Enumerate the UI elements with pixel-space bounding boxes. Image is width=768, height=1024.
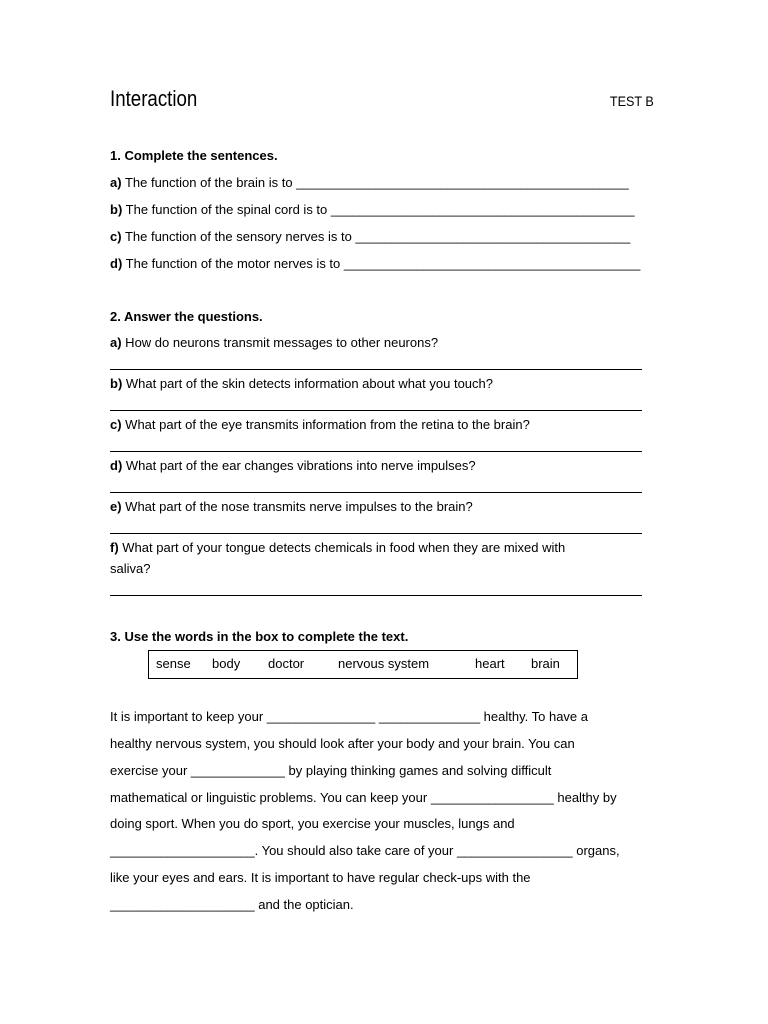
section2-item-b — [110, 376, 493, 391]
section2-item-d — [110, 458, 476, 473]
paragraph-line: It is important to keep your _______________ ______________ healthy. To have a — [110, 709, 589, 724]
test-label: TEST B — [610, 93, 654, 109]
section1-heading: 1. Complete the sentences. — [110, 148, 278, 163]
section1-item-b — [110, 202, 635, 217]
section3-heading: 3. Use the words in the box to complete the text. — [110, 629, 409, 644]
item-text: The function of the motor nerves is to _________________________________________ — [122, 256, 641, 271]
item-text: The function of the brain is to ______________________________________________ — [121, 175, 629, 190]
section1-item-c — [110, 229, 630, 244]
word-box-item: brain — [531, 656, 560, 671]
worksheet-title: Interaction — [110, 86, 198, 111]
paragraph-line: doing sport. When you do sport, you exercise your muscles, lungs and — [110, 816, 515, 831]
paragraph-line: ____________________. You should also take care of your ________________ organs, — [110, 843, 620, 858]
item-letter: f) — [110, 540, 119, 555]
item-text: What part of the eye transmits information from the retina to the brain? — [121, 417, 530, 432]
paragraph-line: exercise your _____________ by playing thinking games and solving difficult — [110, 763, 552, 778]
paragraph-line: mathematical or linguistic problems. You can keep your _________________ healthy by — [110, 790, 617, 805]
item-letter: d) — [110, 256, 123, 271]
section2-item-a — [110, 335, 438, 350]
word-box-item: heart — [475, 656, 505, 671]
word-box-item: body — [212, 656, 241, 671]
item-letter: e) — [110, 499, 122, 514]
item-text: What part of your tongue detects chemicals in food when they are mixed with — [118, 540, 566, 555]
paragraph-line: like your eyes and ears. It is important to have regular check-ups with the — [110, 870, 531, 885]
item-text: How do neurons transmit messages to other neurons? — [121, 335, 439, 350]
section1-item-d — [110, 256, 640, 271]
answer-line — [110, 595, 642, 596]
item-text: What part of the nose transmits nerve impulses to the brain? — [121, 499, 473, 514]
answer-line — [110, 451, 642, 452]
section2-item-e — [110, 499, 473, 514]
item-letter: b) — [110, 202, 123, 217]
section2-item-c — [110, 417, 530, 432]
answer-line — [110, 369, 642, 370]
answer-line — [110, 533, 642, 534]
word-box-item: nervous system — [338, 656, 430, 671]
section2-heading: 2. Answer the questions. — [110, 309, 263, 324]
word-box — [148, 650, 578, 679]
item-letter: b) — [110, 376, 123, 391]
section1-item-a — [110, 175, 629, 190]
item-letter: c) — [110, 229, 122, 244]
item-letter: a) — [110, 335, 122, 350]
item-text: What part of the ear changes vibrations into nerve impulses? — [122, 458, 476, 473]
answer-line — [110, 492, 642, 493]
paragraph-line: ____________________ and the optician. — [110, 897, 354, 912]
item-text: The function of the sensory nerves is to ______________________________________ — [121, 229, 631, 244]
paragraph-line: healthy nervous system, you should look after your body and your brain. You can — [110, 736, 575, 751]
item-text: What part of the skin detects information about what you touch? — [122, 376, 493, 391]
item-letter: a) — [110, 175, 122, 190]
section2-item-f-continuation: saliva? — [110, 561, 151, 576]
answer-line — [110, 410, 642, 411]
section2-item-f — [110, 540, 565, 555]
item-letter: d) — [110, 458, 123, 473]
item-text: The function of the spinal cord is to __________________________________________ — [122, 202, 635, 217]
item-letter: c) — [110, 417, 122, 432]
word-box-item: sense — [156, 656, 191, 671]
word-box-item: doctor — [268, 656, 305, 671]
